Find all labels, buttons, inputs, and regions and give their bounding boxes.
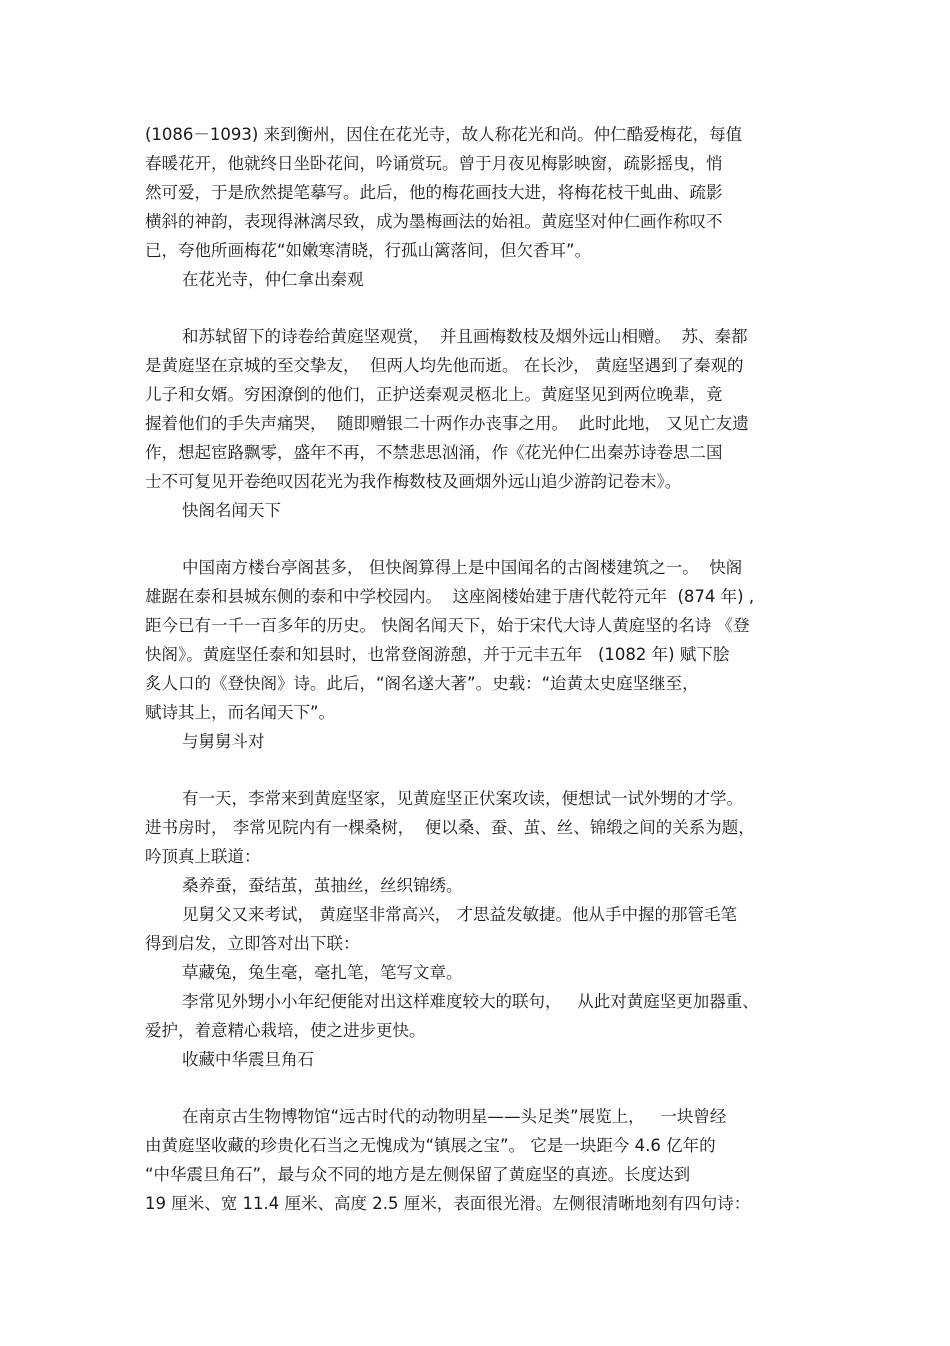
paragraph-line: (1086－1093) 来到衡州，因住在花光寺，故人称花光和尚。仲仁酷爱梅花，每值 [145,125,743,144]
paragraph-line: 快阁》。黄庭坚任泰和知县时，也常登阁游憩，并于元丰五年 (1082 年) 赋下脍 [145,645,730,664]
spacer [145,525,810,553]
paragraph-line: 中国南方楼台亭阁甚多， 但快阁算得上是中国闻名的古阁楼建筑之一。 快阁 [182,558,743,577]
paragraph-line: 进书房时， 李常见院内有一棵桑树， 便以桑、蚕、茧、丝、锦缎之间的关系为题， [145,818,755,837]
paragraph-line: 士不可复见开卷绝叹因花光为我作梅数枝及画烟外远山追少游韵记卷末》。 [145,472,682,491]
paragraph-line: 已，夸他所画梅花“如嫩寒清晓，行孤山篱落间，但欠香耳”。 [145,241,592,260]
paragraph-line: 炙人口的《登快阁》诗。此后，“阁名遂大著”。史载：“迨黄太史庭坚继至， [145,674,699,693]
paragraph-line: 李常见外甥小小年纪便能对出这样难度较大的联句， 从此对黄庭坚更加器重、 [182,992,759,1011]
paragraph-line: “中华震旦角石”，最与众不同的地方是左侧保留了黄庭坚的真迹。长度达到 [145,1165,691,1184]
paragraph-line: 握着他们的手失声痛哭， 随即赠银二十两作办丧事之用。 此时此地， 又见亡友遗 [145,414,749,433]
section-heading-fossil: 收藏中华震旦角石 [182,1050,314,1069]
couplet-second-line: 草藏兔，兔生毫，毫扎笔，笔写文章。 [182,963,463,982]
paragraph-line: 吟顶真上联道： [145,847,261,866]
paragraph-line: 在南京古生物博物馆“远古时代的动物明星——头足类”展览上， 一块曾经 [182,1107,727,1126]
spacer [145,294,810,322]
paragraph-line: 横斜的神韵，表现得淋漓尽致，成为墨梅画法的始祖。黄庭坚对仲仁画作称叹不 [145,212,723,231]
article-body [145,120,810,1218]
spacer [145,1074,810,1102]
paragraph-line: 春暖花开，他就终日坐卧花间，吟诵赏玩。曾于月夜见梅影映窗，疏影摇曳，悄 [145,154,723,173]
paragraph-line: 爱护，着意精心栽培，使之进步更快。 [145,1021,426,1040]
paragraph-line: 19 厘米、宽 11.4 厘米、高度 2.5 厘米，表面很光滑。左侧很清晰地刻有四句诗： [145,1194,751,1213]
paragraph-line: 见舅父又来考试， 黄庭坚非常高兴， 才思益发敏捷。他从手中握的那管毛笔 [182,905,737,924]
paragraph-line: 有一天，李常来到黄庭坚家，见黄庭坚正伏案攻读，便想试一试外甥的才学。 [182,789,743,808]
paragraph-line: 得到启发，立即答对出下联： [145,934,360,953]
paragraph-line: 赋诗其上，而名闻天下”。 [145,703,336,722]
paragraph-line: 然可爱，于是欣然提笔摹写。此后，他的梅花画技大进，将梅花枝干虬曲、疏影 [145,183,723,202]
paragraph-line: 由黄庭坚收藏的珍贵化石当之无愧成为“镇展之宝”。 它是一块距今 4.6 亿年的 [145,1136,716,1155]
paragraph-line: 作，想起宦路飘零，盛年不再，不禁悲思汹涌，作《花光仲仁出秦苏诗卷思二国 [145,443,723,462]
paragraph-line: 雄踞在泰和县城东侧的泰和中学校园内。 这座阁楼始建于唐代乾符元年 (874 年) , [145,587,755,606]
paragraph-line: 和苏轼留下的诗卷给黄庭坚观赏， 并且画梅数枝及烟外远山相赠。 苏、秦都 [182,327,748,346]
section-heading-kuaige: 快阁名闻天下 [182,501,281,520]
paragraph-line: 距今已有一千一百多年的历史。 快阁名闻天下，始于宋代大诗人黄庭坚的名诗 《登 [145,616,750,635]
paragraph-line: 是黄庭坚在京城的至交挚友， 但两人均先他而逝。 在长沙， 黄庭坚遇到了秦观的 [145,356,744,375]
paragraph-line: 儿子和女婿。穷困潦倒的他们，正护送秦观灵柩北上。黄庭坚见到两位晚辈，竟 [145,385,723,404]
couplet-first-line: 桑养蚕，蚕结茧，茧抽丝，丝织锦绣。 [182,876,463,895]
section-heading-couplet: 与舅舅斗对 [182,732,265,751]
spacer [145,756,810,784]
section-heading-huaguang-temple: 在花光寺，仲仁拿出秦观 [182,270,364,289]
